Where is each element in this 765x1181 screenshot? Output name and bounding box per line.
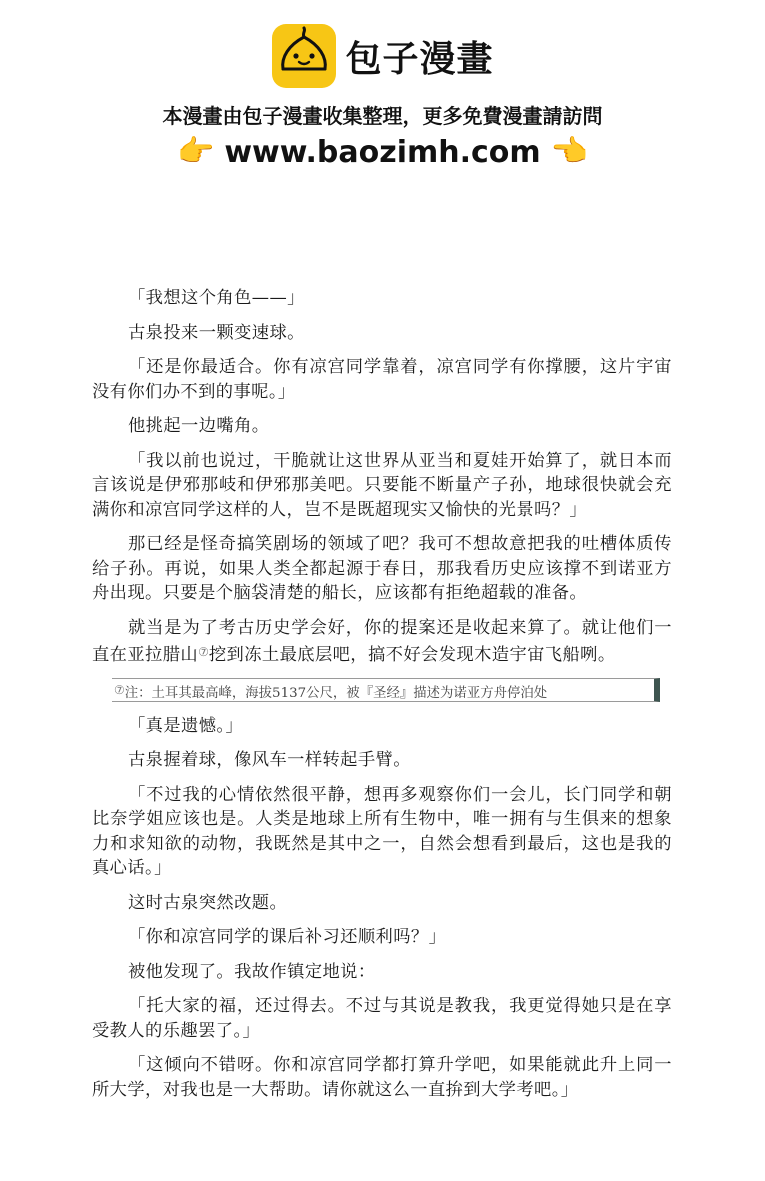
footnote-number: ⑦ [114,682,125,697]
logo-text[interactable]: 包子漫畫 [345,38,494,80]
footnote-marker: ⑦ [198,645,209,659]
site-url-link[interactable]: www.baozimh.com [224,134,541,170]
paragraph: 「真是遗憾。」 [128,715,244,736]
paragraph: 被他发现了。我故作镇定地说： [128,961,376,982]
paragraph: 那已经是怪奇搞笑剧场的领域了吧？我可不想故意把我的吐槽体质传给子孙。再说，如果人类全都起源于春日，那我看历史应该撑不到诺亚方舟出现。只要是个脑袋清楚的船长，应该都有拒绝超载的准备。 [92,534,672,603]
paragraph: 古泉投来一颗变速球。 [128,322,305,343]
paragraph: 古泉握着球，像风车一样转起手臂。 [128,750,411,770]
paragraph: 这时古泉突然改题。 [128,892,288,913]
bun-mascot-icon [271,23,337,89]
url-row [0,130,765,174]
paragraph: 「不过我的心情依然很平静，想再多观察你们一会儿，长门同学和朝比奈学姐应该也是。人类是地球上所有生物中，唯一拥有与生俱来的想象力和求知欲的动物，我既然是其中之一，自然会想看到最后，这也是我的真心话。」 [92,784,672,878]
article-body [92,286,672,1112]
paragraph-text: 挖到冻土最底层吧，搞不好会发现木造宇宙飞船咧。 [208,645,616,665]
paragraph-text: 就当是为了考古历史学会好，你的提案还是收起来算了。就让他们一直在亚拉腊山 [92,617,672,665]
paragraph: 「你和凉宫同学的课后补习还顺利吗？」 [128,927,447,947]
site-banner [0,0,765,180]
paragraph: 「这倾向不错呀。你和凉宫同学都打算升学吧，如果能就此升上同一所大学，对我也是一大帮助。请你就这么一直拚到大学考吧。」 [92,1055,672,1100]
pointing-left-hand-icon: 👈 [550,134,589,169]
paragraph: 「我以前也说过，干脆就让这世界从亚当和夏娃开始算了，就日本而言该说是伊邪那岐和伊邪那美吧。只要能不断量产子孙，地球很快就会充满你和凉宫同学这样的人，岂不是既超现实又愉快的光景吗？」 [92,450,672,520]
paragraph: 他挑起一边嘴角。 [128,416,270,436]
paragraph: 「还是你最适合。你有凉宫同学靠着，凉宫同学有你撑腰，这片宇宙没有你们办不到的事呢。」 [92,357,672,402]
footnote-text: 注：土耳其最高峰，海拔5137公尺，被『圣经』描述为诺亚方舟停泊处 [124,685,548,701]
logo-row[interactable] [0,22,765,90]
paragraph-with-footnote [92,616,672,668]
footnote-box [112,678,660,702]
pointing-right-hand-icon: 👉 [176,134,215,169]
paragraph: 「托大家的福，还过得去。不过与其说是教我，我更觉得她只是在享受教人的乐趣罢了。」 [92,996,672,1041]
paragraph: 「我想这个角色——」 [128,288,305,308]
banner-tagline: 本漫畫由包子漫畫收集整理，更多免費漫畫請訪問 [162,104,603,128]
